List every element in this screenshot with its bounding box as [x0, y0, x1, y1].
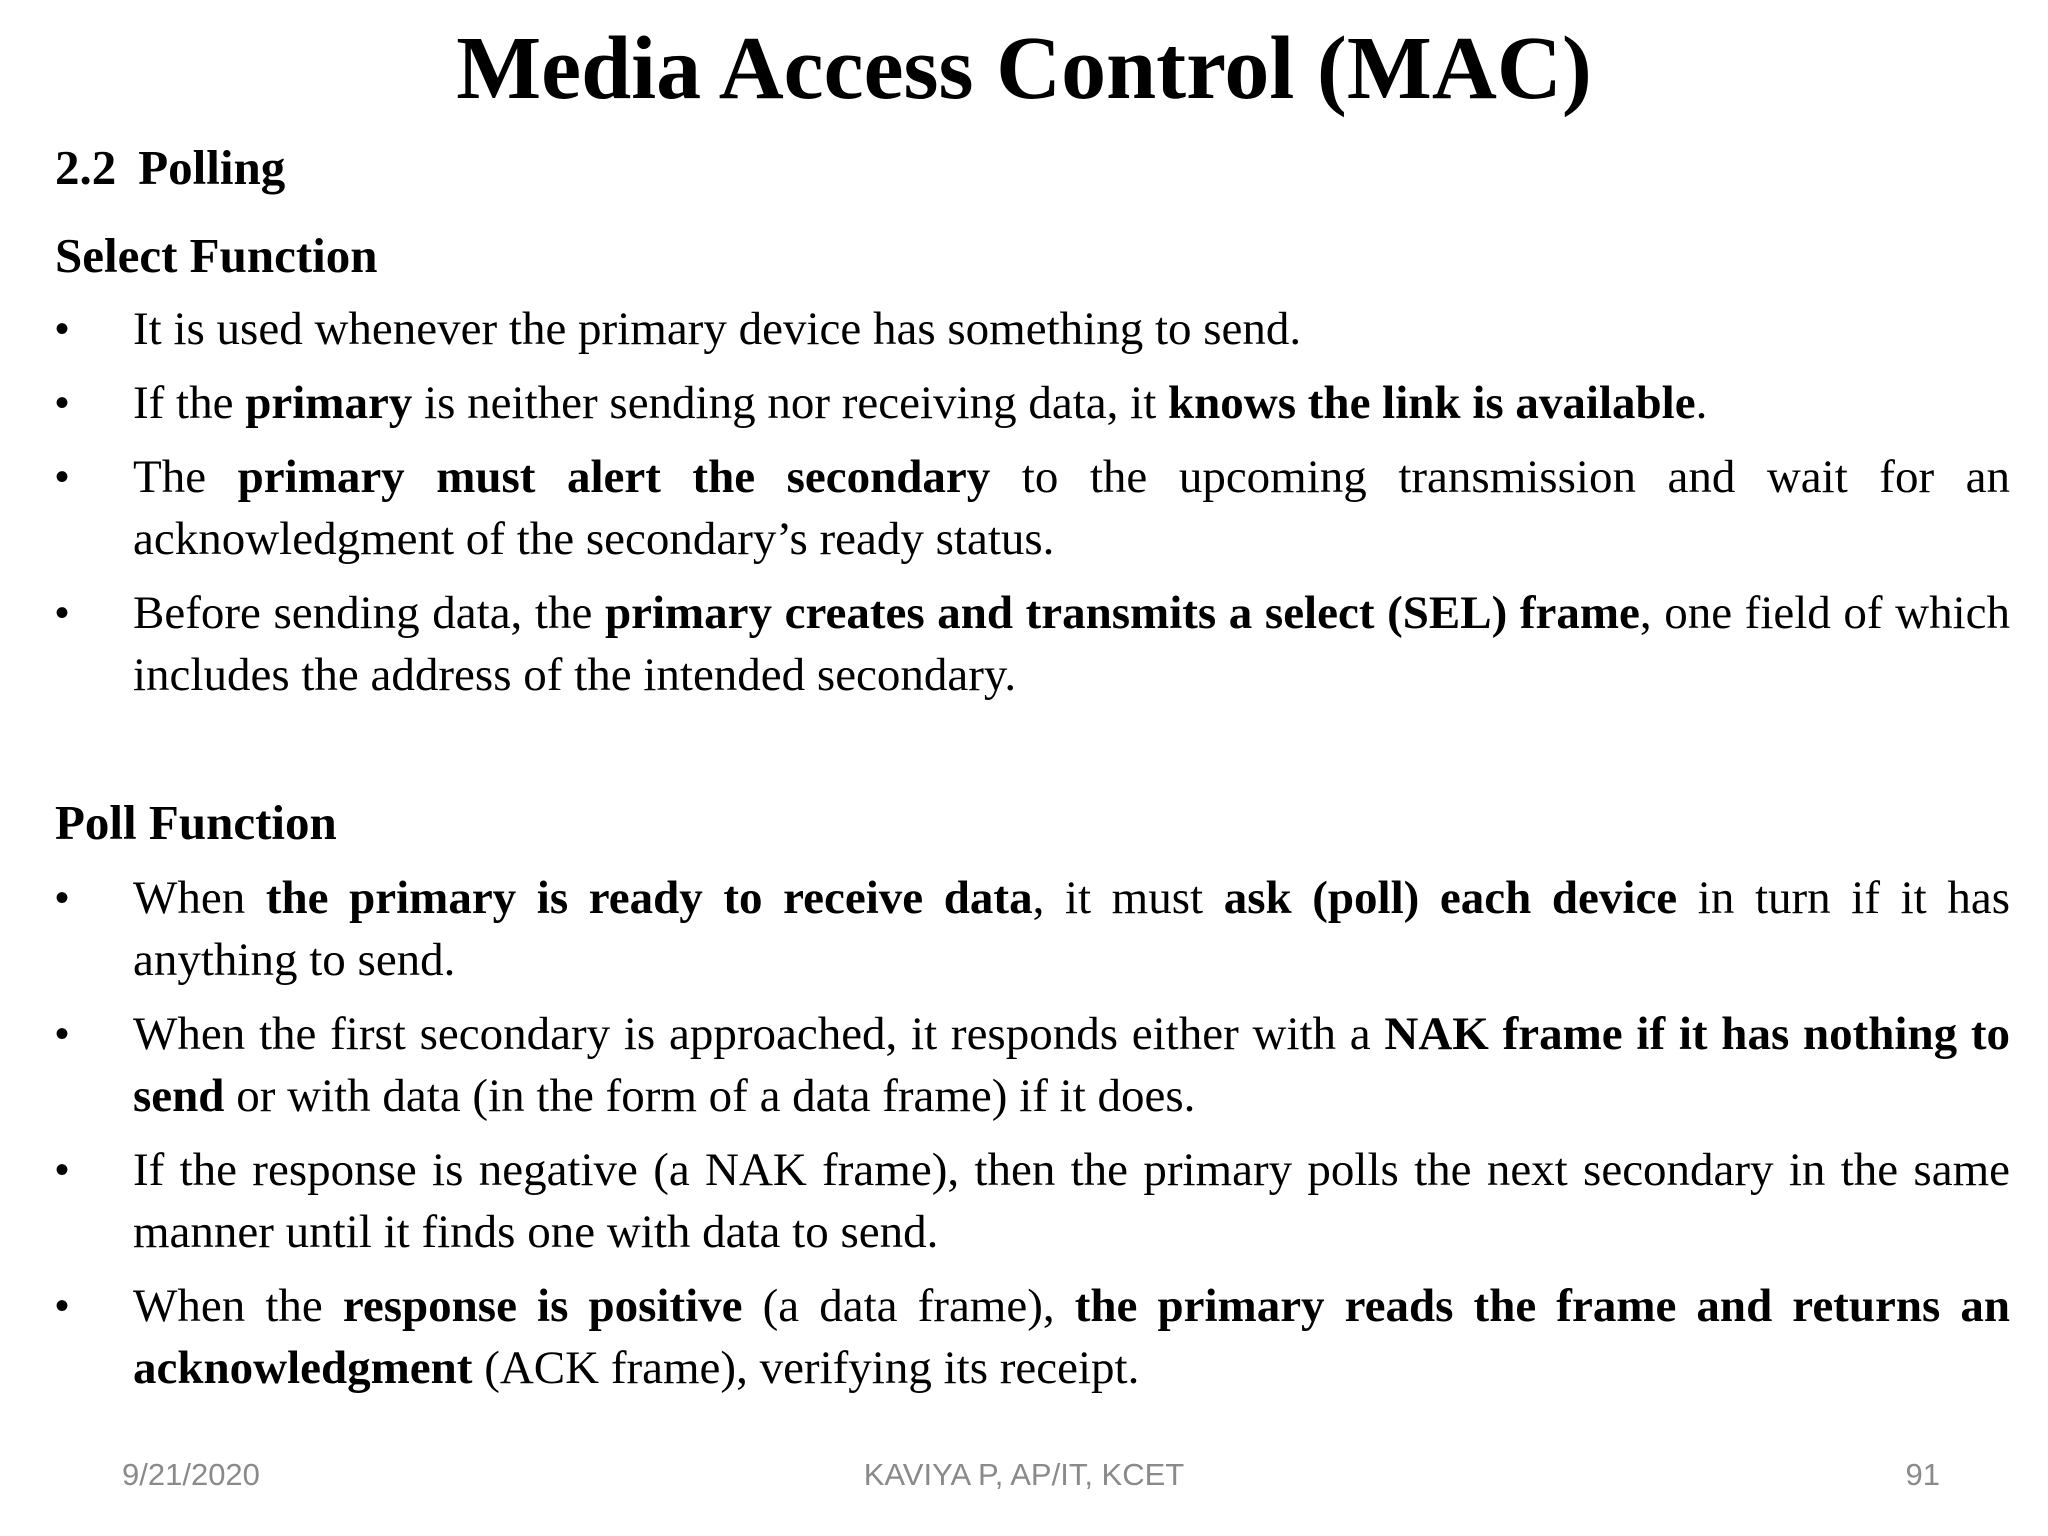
- text: If the: [133, 377, 246, 429]
- bullet-item: [55, 298, 2010, 360]
- bold-text: response is positive: [342, 1280, 743, 1332]
- bold-text: primary creates and transmits a select (SEL) frame: [604, 587, 1640, 639]
- text: It is used whenever the primary device has something to send.: [133, 303, 1302, 355]
- poll-function-heading: Poll Function: [55, 795, 337, 850]
- select-function-list: [55, 298, 2010, 718]
- text: When the first secondary is approached, it responds either with a: [133, 1008, 1385, 1060]
- text: .: [1695, 377, 1708, 429]
- text: (ACK frame), verifying its receipt.: [472, 1342, 1140, 1394]
- bullet-item: [55, 372, 2010, 434]
- bold-text: primary: [245, 377, 413, 429]
- slide-title: Media Access Control (MAC): [456, 19, 1592, 118]
- text: When the: [133, 1280, 343, 1332]
- text: (a data frame),: [742, 1280, 1075, 1332]
- section-number: 2.2: [55, 140, 117, 195]
- text: in turn if it has anything to send.: [133, 872, 2011, 986]
- bullet-item: [55, 1275, 2010, 1399]
- bold-text: knows the link is available: [1168, 377, 1696, 429]
- text: , one field of which includes the address of the intended secondary.: [133, 587, 2011, 701]
- text: is neither sending nor receiving data, it: [412, 377, 1169, 429]
- bold-text: primary must alert the secondary: [237, 451, 991, 503]
- poll-function-list: [55, 867, 2010, 1411]
- text: , it must: [1032, 872, 1224, 924]
- footer-page-number: 91: [1905, 1457, 1940, 1492]
- section-label: Polling: [138, 140, 286, 195]
- bold-text: the primary reads the frame and returns an acknowledgment: [133, 1280, 2011, 1394]
- bullet-item: [55, 446, 2010, 570]
- bold-text: ask (poll) each device: [1223, 872, 1678, 924]
- text: Before sending data, the: [133, 587, 605, 639]
- select-function-heading: Select Function: [55, 228, 378, 283]
- text: When: [133, 872, 266, 924]
- footer-date: 9/21/2020: [122, 1457, 260, 1492]
- bullet-item: [55, 867, 2010, 991]
- bold-text: NAK frame if it has nothing to send: [133, 1008, 2011, 1122]
- footer-author: KAVIYA P, AP/IT, KCET: [863, 1457, 1185, 1492]
- text: If the response is negative (a NAK frame), then the primary polls the next secondary in the same manner until it finds one with data to send.: [133, 1144, 2010, 1258]
- bullet-item: [55, 582, 2010, 706]
- text: The: [133, 451, 238, 503]
- bold-text: the primary is ready to receive data: [265, 872, 1033, 924]
- text: to the upcoming transmission and wait for an acknowledgment of the secondary’s ready status.: [133, 451, 2011, 565]
- section-heading: [55, 138, 285, 198]
- text: or with data (in the form of a data frame) if it does.: [224, 1070, 1196, 1122]
- bullet-item: [55, 1003, 2010, 1127]
- bullet-item: [55, 1139, 2010, 1263]
